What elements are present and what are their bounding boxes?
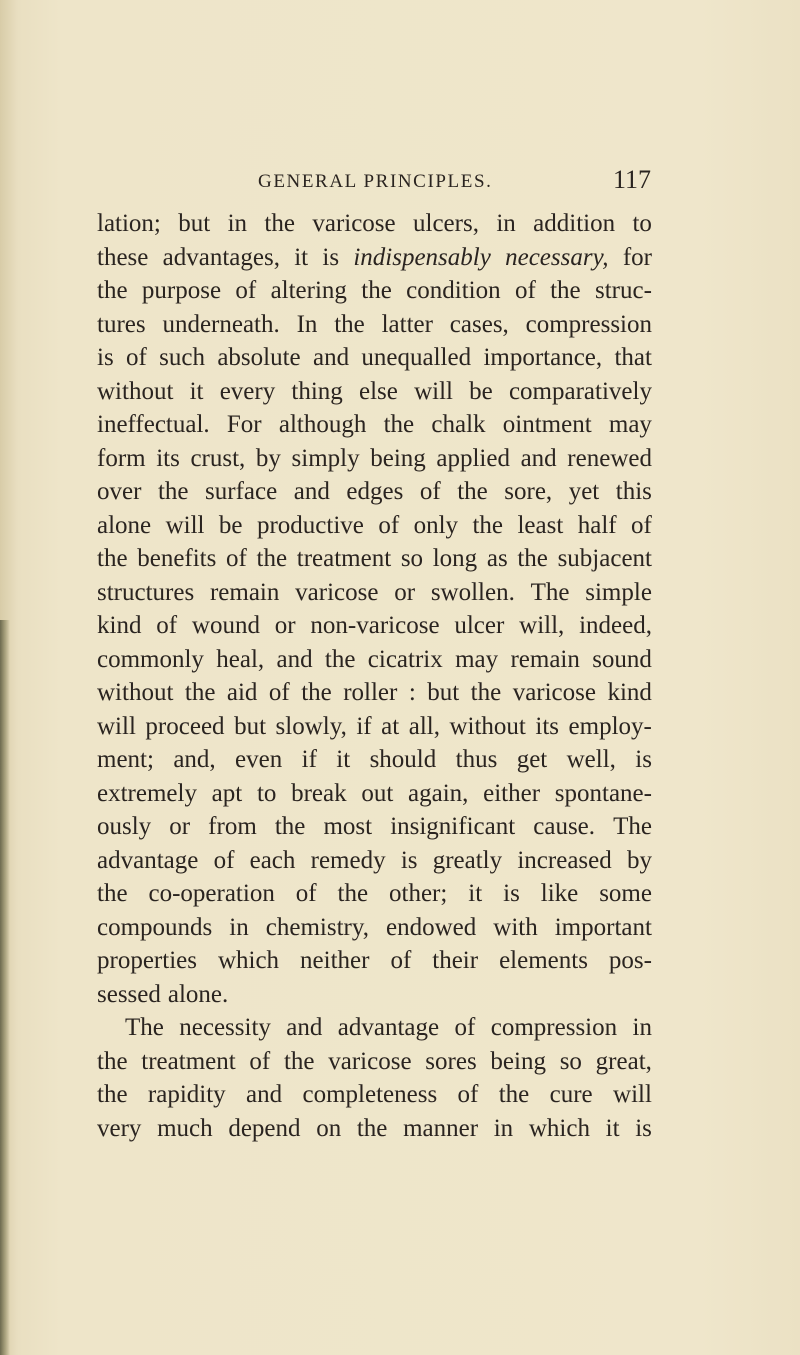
body-text — [97, 207, 652, 1145]
text-line: tures underneath. In the latter cases, compression — [97, 310, 652, 338]
text-line: The necessity and advantage of compression in — [125, 1014, 652, 1041]
text-line: properties which neither of their elements pos- — [97, 947, 652, 974]
binding-shadow — [0, 620, 10, 1355]
text-line: alone will be productive of only the least half of — [97, 511, 652, 539]
running-head-title: GENERAL PRINCIPLES. — [258, 171, 493, 192]
text-line: will proceed but slowly, if at all, without its employ- — [97, 712, 652, 740]
text-line: form its crust, by simply being applied and renewed — [97, 444, 652, 472]
text-line: the benefits of the treatment so long as the subjacent — [97, 545, 652, 572]
page-number: 117 — [613, 165, 652, 194]
text-line: compounds in chemistry, endowed with important — [97, 913, 652, 941]
text-line: ously or from the most insignificant cause. The — [97, 813, 652, 840]
text-line: the treatment of the varicose sores being so great, — [97, 1047, 652, 1075]
text-line: the purpose of altering the condition of the struc- — [97, 277, 652, 304]
text-line: the rapidity and completeness of the cure will — [97, 1081, 652, 1108]
text-line: sessed alone. — [97, 980, 229, 1008]
text-line: the co-operation of the other; it is like some — [97, 880, 652, 907]
text-line: over the surface and edges of the sore, yet this — [97, 478, 652, 505]
text-line: kind of wound or non-varicose ulcer will, indeed, — [97, 612, 652, 639]
text-line: these advantages, it is indispensably necessary, for — [97, 243, 652, 271]
text-line: ineffectual. For although the chalk ointment may — [97, 411, 652, 438]
text-line: very much depend on the manner in which it is — [97, 1114, 652, 1142]
text-line: structures remain varicose or swollen. The simple — [97, 578, 652, 606]
text-line: lation; but in the varicose ulcers, in addition to — [97, 210, 652, 237]
running-head — [0, 165, 800, 195]
text-line: without the aid of the roller : but the varicose kind — [97, 679, 652, 706]
text-line: extremely apt to break out again, either spontane- — [97, 779, 652, 807]
text-line: advantage of each remedy is greatly increased by — [97, 846, 652, 874]
text-line: is of such absolute and unequalled importance, that — [97, 344, 652, 371]
text-line: ment; and, even if it should thus get well, is — [97, 746, 652, 773]
text-line: without it every thing else will be comparatively — [97, 377, 652, 405]
text-line: commonly heal, and the cicatrix may remain sound — [97, 645, 652, 673]
